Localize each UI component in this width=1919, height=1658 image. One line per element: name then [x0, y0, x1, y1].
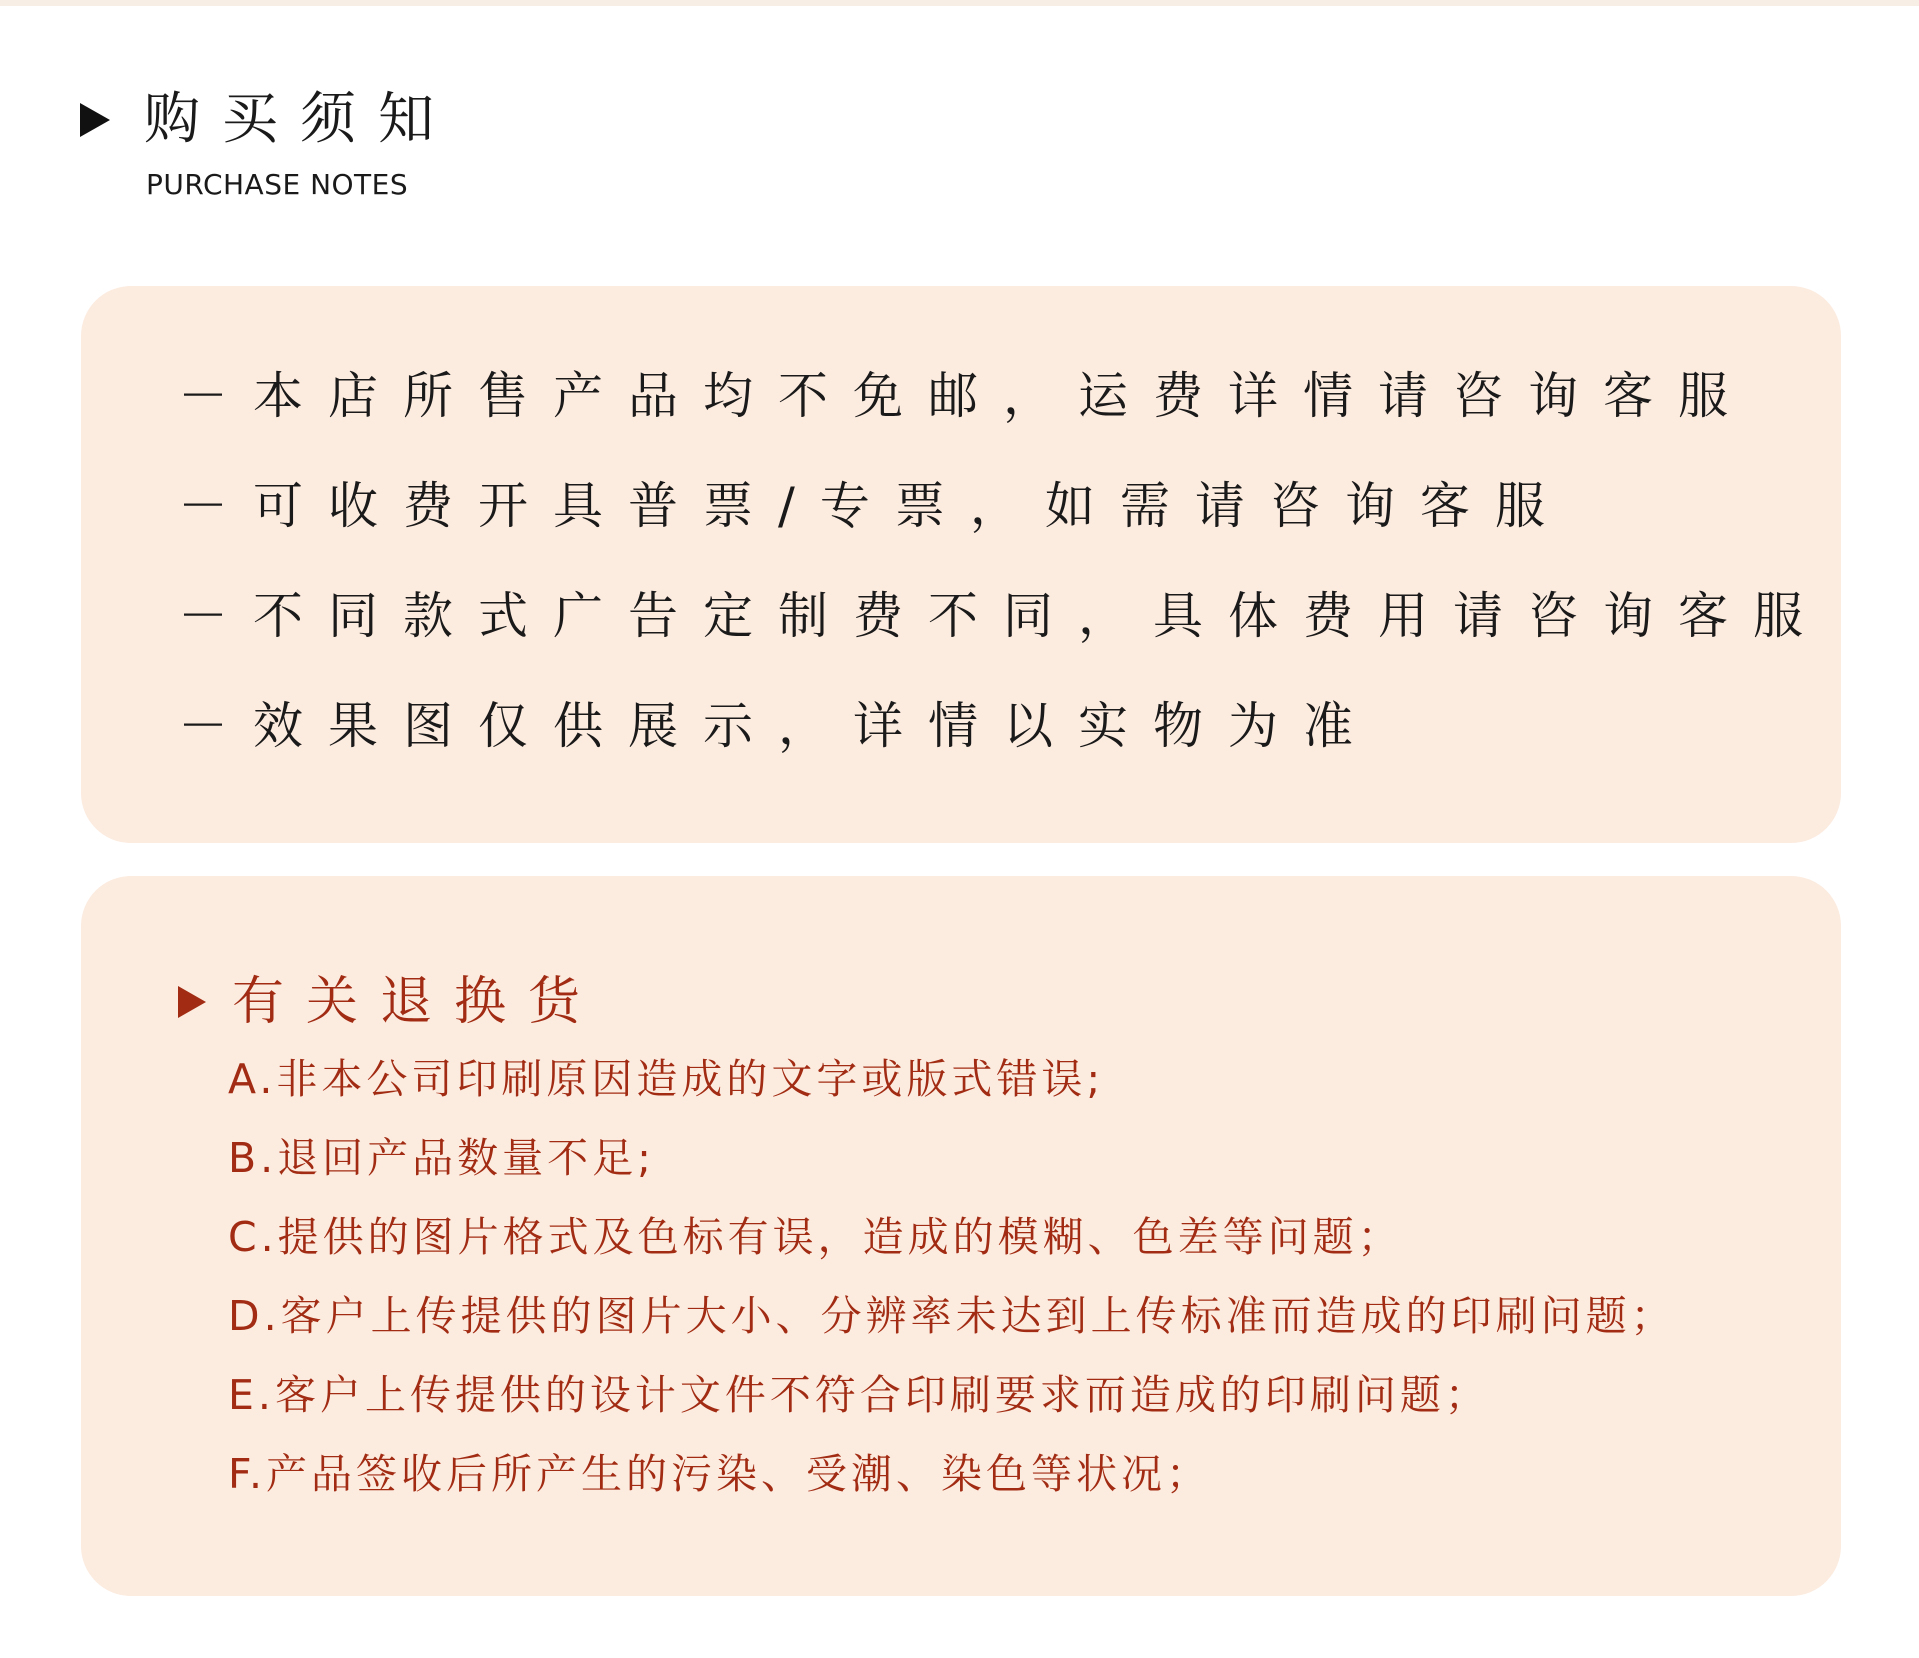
returns-header: [178, 971, 602, 1033]
top-divider-strip: [0, 0, 1919, 6]
return-item-b: B.退回产品数量不足;: [228, 1134, 655, 1182]
return-item-f: F.产品签收后所产生的污染、受潮、染色等状况；: [228, 1450, 1212, 1498]
note-item-invoice: －可收费开具普票/专票，如需请咨询客服: [178, 477, 1570, 535]
purchase-notes-header: [80, 88, 456, 201]
header-title-row: [80, 88, 456, 152]
note-item-preview-disclaimer: －效果图仅供展示，详情以实物为准: [178, 697, 1378, 755]
note-item-shipping: －本店所售产品均不免邮，运费详情请咨询客服: [178, 367, 1753, 425]
play-arrow-icon: [80, 103, 110, 137]
page-title: 购买须知: [144, 87, 456, 152]
page-subtitle: PURCHASE NOTES: [146, 168, 409, 201]
notes-panel: [81, 286, 1841, 843]
return-item-e: E.客户上传提供的设计文件不符合印刷要求而造成的印刷问题；: [228, 1371, 1490, 1419]
returns-panel: [81, 876, 1841, 1596]
returns-list: [228, 1054, 1676, 1528]
return-item-a: A.非本公司印刷原因造成的文字或版式错误;: [228, 1055, 1105, 1103]
notes-list: [178, 366, 1828, 806]
note-item-customization-fee: －不同款式广告定制费不同，具体费用请咨询客服: [178, 587, 1828, 645]
returns-title: 有关退换货: [232, 972, 603, 1032]
return-item-d: D.客户上传提供的图片大小、分辨率未达到上传标准而造成的印刷问题；: [228, 1292, 1676, 1340]
play-arrow-icon: [178, 986, 206, 1018]
return-item-c: C.提供的图片格式及色标有误，造成的模糊、色差等问题；: [228, 1213, 1403, 1261]
